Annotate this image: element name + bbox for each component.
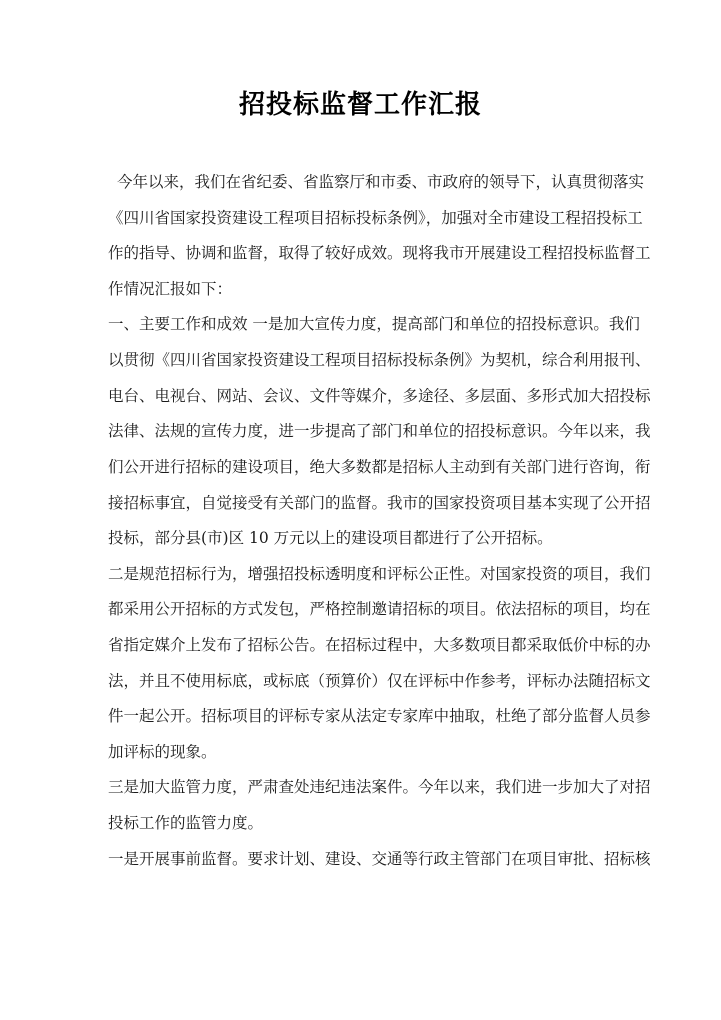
document-title: 招投标监督工作汇报 (238, 90, 482, 120)
body-text-line: 省指定媒介上发布了招标公告。在招标过程中，大多数项目都采取低价中标的办 (108, 636, 651, 654)
body-text-line: 作的指导、协调和监督，取得了较好成效。现将我市开展建设工程招投标监督工 (108, 244, 651, 262)
body-text-line: 都采用公开招标的方式发包，严格控制邀请招标的项目。依法招标的项目，均在 (108, 600, 651, 618)
body-text-line: 法律、法规的宣传力度，进一步提高了部门和单位的招投标意识。今年以来，我 (108, 422, 651, 440)
body-text-line: 今年以来，我们在省纪委、省监察厅和市委、市政府的领导下，认真贯彻落实 (117, 173, 645, 191)
body-text-line: 三是加大监管力度，严肃查处违纪违法案件。今年以来，我们进一步加大了对招 (108, 778, 651, 796)
body-text-line: 法，并且不使用标底，或标底（预算价）仅在评标中作参考，评标办法随招标文 (108, 672, 651, 690)
body-text-line: 二是规范招标行为，增强招投标透明度和评标公正性。对国家投资的项目，我们 (108, 565, 651, 583)
body-text-line: 们公开进行招标的建设项目，绝大多数都是招标人主动到有关部门进行咨询，衔 (108, 458, 651, 476)
body-text-line: 件一起公开。招标项目的评标专家从法定专家库中抽取，杜绝了部分监督人员参 (108, 707, 651, 725)
body-text-line: 《四川省国家投资建设工程项目招标投标条例》，加强对全市建设工程招投标工 (108, 209, 643, 227)
body-text-line: 投标工作的监管力度。 (108, 814, 264, 832)
body-text-line: 作情况汇报如下： (108, 280, 233, 298)
body-text-line: 一是开展事前监督。要求计划、建设、交通等行政主管部门在项目审批、招标核 (108, 850, 651, 868)
body-text-line: 一、主要工作和成效 一是加大宣传力度，提高部门和单位的招投标意识。我们 (108, 315, 640, 333)
body-text-line: 加评标的现象。 (108, 743, 217, 761)
body-text-line: 电台、电视台、网站、会议、文件等媒介，多途径、多层面、多形式加大招投标 (108, 387, 651, 405)
body-text-line: 投标，部分县(市)区 10 万元以上的建设项目都进行了公开招标。 (108, 529, 553, 547)
body-text-line: 接招标事宜，自觉接受有关部门的监督。我市的国家投资项目基本实现了公开招 (108, 494, 651, 512)
body-text-line: 以贯彻《四川省国家投资建设工程项目招标投标条例》为契机，综合利用报刊、 (108, 351, 651, 369)
